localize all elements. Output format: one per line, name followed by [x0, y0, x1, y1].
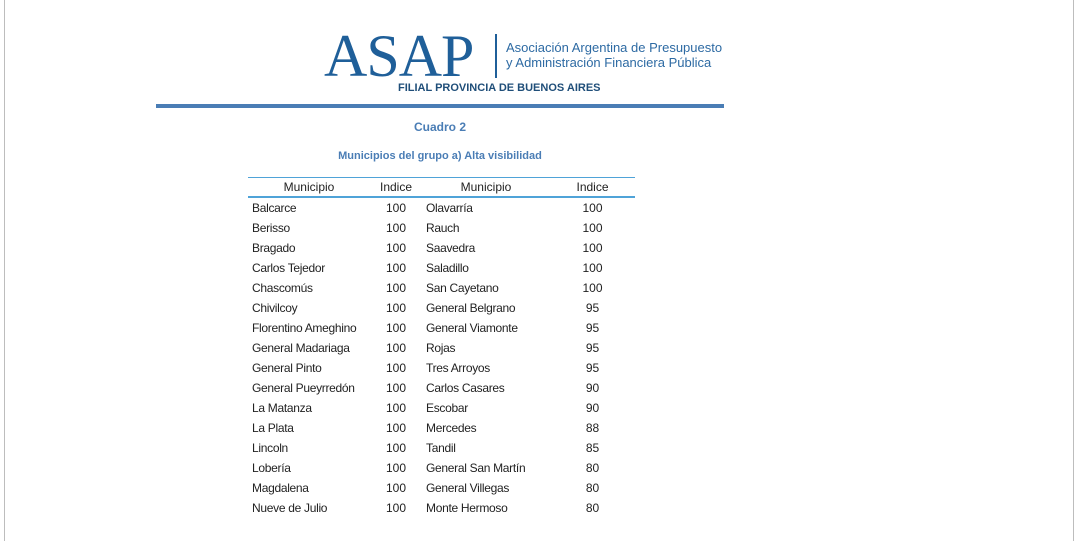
municipio-cell: Tandil	[426, 441, 456, 455]
municipio-cell: General Viamonte	[426, 321, 518, 335]
indice-cell: 80	[585, 481, 600, 495]
municipio-cell: La Plata	[252, 421, 294, 435]
header-indice: Indice	[370, 178, 422, 198]
table-row	[248, 197, 635, 218]
org-name-line-2: y Administración Financiera Pública	[506, 55, 712, 70]
table-header-row	[248, 178, 635, 198]
municipio-cell: General Pinto	[252, 361, 322, 375]
indice-cell: 100	[582, 201, 603, 215]
org-name-line-1: Asociación Argentina de Presupuesto	[506, 40, 723, 55]
table-body	[248, 197, 635, 518]
indice-cell: 100	[385, 341, 407, 355]
indice-cell: 90	[585, 381, 600, 395]
organization-name	[506, 40, 722, 70]
indice-cell: 100	[582, 221, 603, 235]
indice-cell: 100	[385, 481, 407, 495]
indice-cell: 95	[585, 301, 600, 315]
indice-cell: 100	[385, 401, 407, 415]
municipio-cell: Lobería	[252, 461, 291, 475]
municipio-cell: Carlos Casares	[426, 381, 505, 395]
municipio-cell: Tres Arroyos	[426, 361, 490, 375]
table-row	[248, 378, 635, 398]
municipio-cell: Saavedra	[426, 241, 475, 255]
municipio-cell: General Villegas	[426, 481, 510, 495]
municipio-cell: Berisso	[252, 221, 290, 235]
municipio-cell: San Cayetano	[426, 281, 499, 295]
municipio-cell: Rojas	[426, 341, 456, 355]
indice-cell: 100	[385, 201, 407, 215]
municipio-cell: Olavarría	[426, 201, 473, 215]
municipio-cell: Monte Hermoso	[426, 501, 508, 515]
header-rule	[156, 104, 724, 108]
table-row	[248, 318, 635, 338]
indice-cell: 100	[385, 241, 407, 255]
indice-cell: 100	[385, 321, 407, 335]
indice-cell: 100	[385, 261, 407, 275]
municipio-cell: General Madariaga	[252, 341, 350, 355]
table-row	[248, 258, 635, 278]
table-row	[248, 218, 635, 238]
table-row	[248, 238, 635, 258]
municipio-cell: Lincoln	[252, 441, 288, 455]
asap-logo: ASAP	[324, 23, 474, 89]
table-row	[248, 298, 635, 318]
indice-cell: 100	[582, 281, 603, 295]
municipio-cell: Florentino Ameghino	[252, 321, 357, 335]
municipio-cell: Escobar	[426, 401, 468, 415]
indice-cell: 95	[585, 361, 600, 375]
municipios-table	[248, 177, 635, 518]
table-row	[248, 358, 635, 378]
indice-cell: 100	[385, 381, 407, 395]
municipio-cell: Chivilcoy	[252, 301, 298, 315]
indice-cell: 100	[385, 461, 407, 475]
indice-cell: 100	[385, 301, 407, 315]
indice-cell: 100	[385, 421, 407, 435]
table-caption: Municipios del grupo a) Alta visibilidad	[338, 150, 542, 162]
indice-cell: 100	[385, 501, 407, 515]
table-row	[248, 498, 635, 518]
indice-cell: 85	[585, 441, 600, 455]
municipio-cell: Magdalena	[252, 481, 309, 495]
table-row	[248, 338, 635, 358]
municipio-cell: La Matanza	[252, 401, 312, 415]
municipio-cell: General Pueyrredón	[252, 381, 355, 395]
indice-cell: 80	[585, 461, 600, 475]
municipio-cell: Balcarce	[252, 201, 297, 215]
municipio-cell: Nueve de Julio	[252, 501, 328, 515]
indice-cell: 100	[582, 241, 603, 255]
municipio-cell: General Belgrano	[426, 301, 516, 315]
municipios-table-container	[248, 177, 635, 518]
indice-cell: 100	[385, 361, 407, 375]
table-row	[248, 418, 635, 438]
indice-cell: 88	[585, 421, 600, 435]
table-row	[248, 438, 635, 458]
indice-cell: 80	[585, 501, 600, 515]
table-row	[248, 278, 635, 298]
header-municipio: Municipio	[422, 178, 550, 198]
indice-cell: 100	[385, 441, 407, 455]
municipio-cell: Bragado	[252, 241, 296, 255]
indice-cell: 100	[582, 261, 603, 275]
filial-label: FILIAL PROVINCIA DE BUENOS AIRES	[398, 82, 601, 94]
indice-cell: 95	[585, 321, 600, 335]
municipio-cell: Mercedes	[426, 421, 477, 435]
table-row	[248, 478, 635, 498]
logo-divider	[495, 34, 497, 78]
indice-cell: 100	[385, 281, 407, 295]
municipio-cell: Rauch	[426, 221, 460, 235]
table-row	[248, 458, 635, 478]
header-indice: Indice	[550, 178, 635, 198]
indice-cell: 100	[385, 221, 407, 235]
municipio-cell: Carlos Tejedor	[252, 261, 325, 275]
municipio-cell: General San Martín	[426, 461, 526, 475]
municipio-cell: Chascomús	[252, 281, 313, 295]
indice-cell: 95	[585, 341, 600, 355]
table-row	[248, 398, 635, 418]
table-number: Cuadro 2	[413, 120, 466, 134]
letterhead	[156, 23, 726, 110]
indice-cell: 90	[585, 401, 600, 415]
municipio-cell: Saladillo	[426, 261, 469, 275]
header-municipio: Municipio	[248, 178, 370, 198]
